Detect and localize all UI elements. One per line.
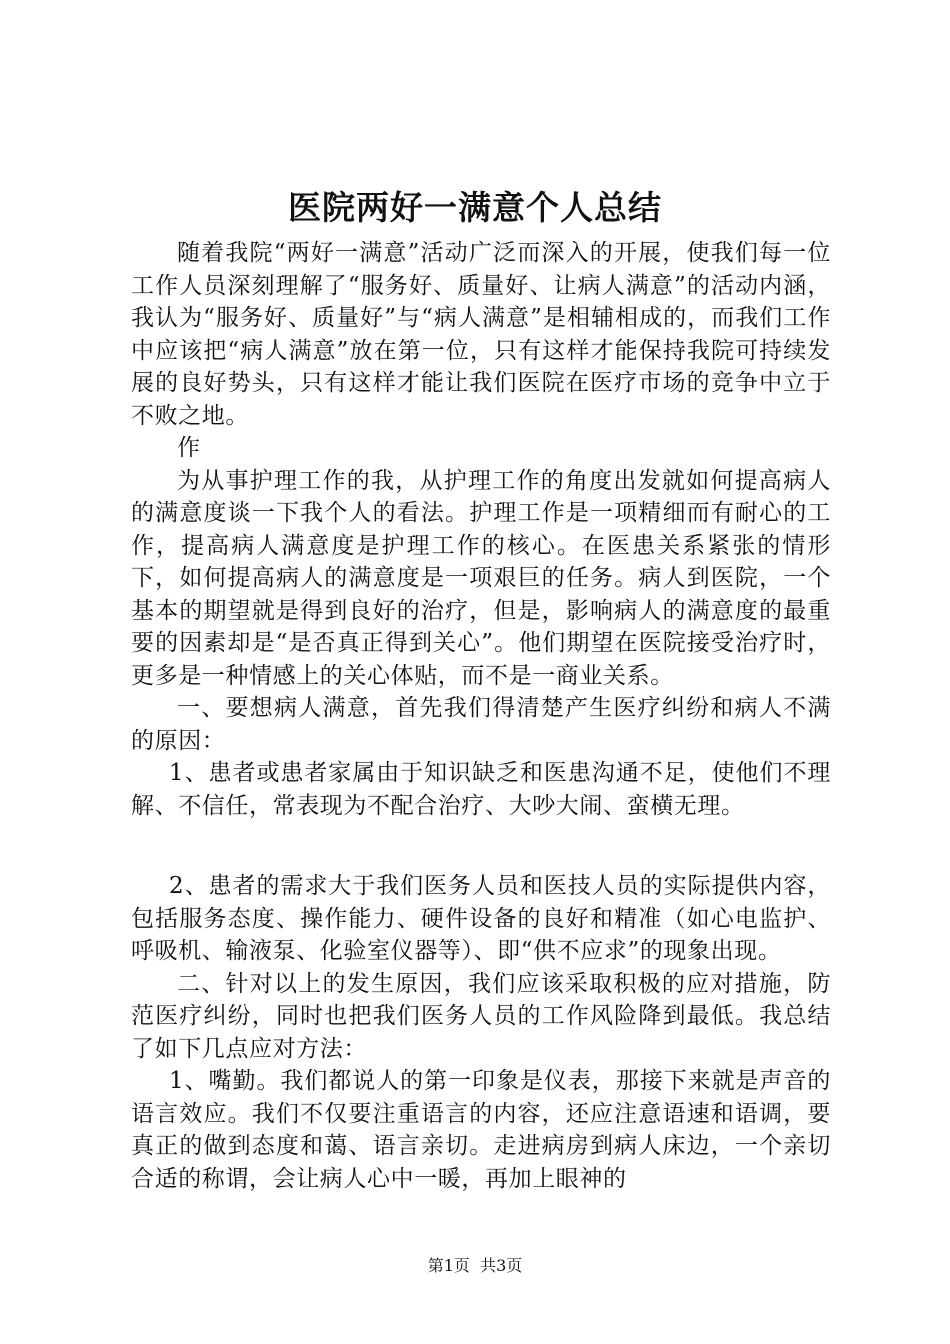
paragraph-nursing-view: 为从事护理工作的我，从护理工作的角度出发就如何提高病人的满意度谈一下我个人的看法。护理工作是一项精细而有耐心的工作，提高病人满意度是护理工作的核心。在医患关系紧张的情形下，如何提高病人的满意度是一项艰巨的任务。病人到医院，一个基本的期望就是得到良好的治疗，但是，影响病人的满意度的最重要的因素却是“是否真正得到关心”。他们期望在医院接受治疗时，更多是一种情感上的关心体贴，而不是一商业关系。 — [131, 467, 831, 689]
page-total: 共3页 — [480, 1256, 523, 1275]
footer-separator — [470, 1256, 480, 1275]
document-body — [131, 237, 831, 1195]
paragraph-section-two-heading: 二、针对以上的发生原因，我们应该采取积极的应对措施，防范医疗纠纷，同时也把我们医务人员的工作风险降到最低。我总结了如下几点应对方法： — [131, 970, 831, 1062]
page-number: 第1页 — [427, 1256, 470, 1275]
document-title: 医院两好一满意个人总结 — [288, 188, 662, 227]
paragraph-cause-two: 2、患者的需求大于我们医务人员和医技人员的实际提供内容，包括服务态度、操作能力、硬件设备的良好和精准（如心电监护、呼吸机、输液泵、化验室仪器等）、即“供不应求”的现象出现。 — [131, 873, 831, 964]
paragraph-cause-one: 1、患者或患者家属由于知识缺乏和医患沟通不足，使他们不理解、不信任，常表现为不配合治疗、大吵大闹、蛮横无理。 — [131, 760, 831, 819]
paragraph-method-one: 1、嘴勤。我们都说人的第一印象是仪表，那接下来就是声音的语言效应。我们不仅要注重语言的内容，还应注意语速和语调，要真正的做到态度和蔼、语言亲切。走进病房到病人床边，一个亲切合适的称谓，会让病人心中一暖，再加上眼神的 — [131, 1068, 831, 1192]
paragraph-intro: 随着我院“两好一满意”活动广泛而深入的开展，使我们每一位工作人员深刻理解了“服务好、质量好、让病人满意”的活动内涵，我认为“服务好、质量好”与“病人满意”是相辅相成的，而我们工作中应该把“病人满意”放在第一位，只有这样才能保持我院可持续发展的良好势头，只有这样才能让我们医院在医疗市场的竞争中立于不败之地。 — [131, 240, 831, 429]
paragraph-section-one-heading: 一、要想病人满意，首先我们得清楚产生医疗纠纷和病人不满的原因： — [131, 695, 831, 754]
paragraph-fragment: 作 — [177, 435, 201, 461]
page-footer — [0, 1256, 950, 1276]
